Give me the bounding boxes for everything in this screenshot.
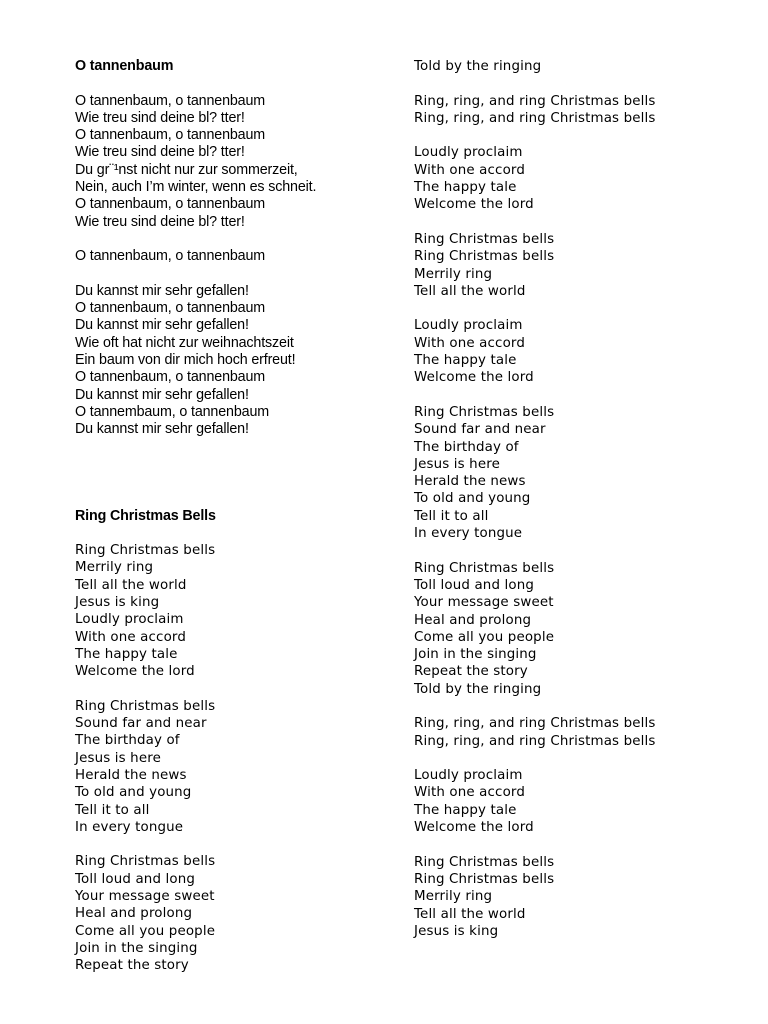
lyric-line: O tannembaum, o tannenbaum	[75, 403, 270, 420]
spacer	[75, 439, 395, 508]
lyric-line: The happy tale	[414, 353, 517, 369]
lyric-line: Merrily ring	[75, 560, 154, 576]
ring-christmas-bells-lyrics-right	[414, 58, 744, 940]
lyric-line: Heal and prolong	[75, 906, 193, 922]
lyric-line: Told by the ringing	[414, 59, 542, 74]
lyric-line: Tell all the world	[414, 283, 526, 299]
lyric-line: Wie treu sind deine bl? tter!	[75, 109, 245, 126]
lyric-line: Your message sweet	[414, 595, 554, 611]
stanza-spacer	[414, 214, 744, 231]
lyric-line: Wie treu sind deine bl? tter!	[75, 144, 245, 161]
lyric-line: Ring, ring, and ring Christmas bells	[414, 110, 656, 126]
stanza-spacer	[414, 300, 744, 317]
stanza	[414, 854, 744, 940]
lyric-line: Ring Christmas bells	[414, 854, 555, 870]
lyric-line: Loudly proclaim	[414, 145, 523, 161]
lyric-line: Join in the singing	[414, 647, 537, 663]
lyric-line: The happy tale	[414, 802, 517, 818]
lyric-line: O tannenbaum, o tannenbaum	[75, 369, 266, 386]
lyric-line: Merrily ring	[414, 889, 493, 905]
lyric-line: Ring Christmas bells	[414, 404, 555, 420]
stanza	[75, 698, 395, 836]
lyric-line: O tannenbaum, o tannenbaum	[75, 92, 266, 109]
lyric-line: To old and young	[414, 491, 531, 507]
o-tannenbaum-lyrics	[75, 93, 395, 439]
lyric-line: With one accord	[414, 335, 525, 351]
lyric-line: Wie treu sind deine bl? tter!	[75, 213, 245, 230]
lyric-line: O tannenbaum, o tannenbaum	[75, 300, 266, 317]
stanza-spacer	[75, 681, 395, 698]
lyric-line: With one accord	[414, 162, 525, 178]
stanza	[75, 542, 395, 680]
lyric-line: Tell it to all	[414, 508, 489, 524]
stanza-spacer	[414, 127, 744, 144]
lyric-line: Loudly proclaim	[414, 768, 523, 784]
song-title-o-tannenbaum: O tannenbaum	[75, 58, 174, 74]
stanza	[75, 248, 395, 265]
lyric-line: Du gr¨¹nst nicht nur zur sommerzeit,	[75, 161, 298, 178]
stanza-spacer	[75, 836, 395, 853]
stanza-spacer	[75, 266, 395, 283]
lyric-line: Toll loud and long	[75, 871, 195, 887]
stanza	[414, 767, 744, 836]
stanza	[414, 715, 744, 750]
lyric-line: Ring Christmas bells	[75, 698, 216, 714]
lyric-line: Nein, auch I’m winter, wenn es schneit.	[75, 179, 317, 196]
lyric-line: With one accord	[75, 629, 186, 645]
left-column	[75, 58, 395, 975]
lyric-line: Sound far and near	[414, 422, 546, 438]
lyric-line: Wie oft hat nicht zur weihnachtszeit	[75, 334, 294, 351]
lyric-line: Heal and prolong	[414, 612, 532, 628]
spacer	[75, 75, 395, 92]
stanza	[414, 560, 744, 698]
lyric-line: Jesus is here	[75, 750, 161, 766]
lyric-line: Tell all the world	[75, 577, 187, 593]
lyric-line: Loudly proclaim	[75, 612, 184, 628]
stanza-spacer	[414, 542, 744, 559]
lyric-line: Ring, ring, and ring Christmas bells	[414, 93, 656, 109]
lyric-line: Jesus is king	[75, 595, 160, 611]
lyric-line: Ring Christmas bells	[414, 249, 555, 265]
lyric-line: Told by the ringing	[414, 681, 542, 697]
lyric-line: Du kannst mir sehr gefallen!	[75, 282, 249, 299]
lyric-line: Repeat the story	[414, 664, 528, 680]
stanza-spacer	[414, 750, 744, 767]
lyric-line: Ring, ring, and ring Christmas bells	[414, 716, 656, 732]
stanza	[75, 283, 395, 439]
right-column	[414, 58, 744, 940]
stanza	[75, 853, 395, 974]
stanza	[414, 404, 744, 542]
lyric-line: To old and young	[75, 785, 192, 801]
lyric-line: O tannenbaum, o tannenbaum	[75, 248, 266, 265]
lyric-line: The happy tale	[75, 646, 178, 662]
lyric-line: Du kannst mir sehr gefallen!	[75, 421, 249, 438]
lyric-line: Ein baum von dir mich hoch erfreut!	[75, 352, 296, 369]
lyric-line: In every tongue	[75, 819, 184, 835]
stanza-spacer	[414, 836, 744, 853]
lyric-line: Herald the news	[414, 474, 526, 490]
lyric-line: Ring Christmas bells	[414, 560, 555, 576]
lyric-line: Welcome the lord	[75, 664, 195, 680]
lyric-line: The birthday of	[75, 733, 180, 749]
stanza	[414, 144, 744, 213]
lyric-line: Ring, ring, and ring Christmas bells	[414, 733, 656, 749]
stanza-spacer	[414, 75, 744, 92]
lyric-line: Welcome the lord	[414, 820, 534, 836]
spacer	[75, 525, 395, 542]
stanza	[75, 93, 395, 231]
lyric-line: Join in the singing	[75, 940, 198, 956]
stanza-spacer	[414, 387, 744, 404]
lyric-line: Sound far and near	[75, 716, 207, 732]
stanza	[414, 93, 744, 128]
lyric-line: Ring Christmas bells	[75, 543, 216, 559]
lyric-line: With one accord	[414, 785, 525, 801]
lyric-line: Du kannst mir sehr gefallen!	[75, 386, 249, 403]
lyric-line: Loudly proclaim	[414, 318, 523, 334]
song-title-ring-christmas-bells: Ring Christmas Bells	[75, 507, 216, 524]
lyric-line: Repeat the story	[75, 958, 189, 974]
lyric-line: Jesus is king	[414, 923, 499, 939]
stanza	[414, 231, 744, 300]
lyric-line: Tell all the world	[414, 906, 526, 922]
lyric-line: Ring Christmas bells	[75, 854, 216, 870]
lyric-line: O tannenbaum, o tannenbaum	[75, 196, 266, 213]
stanza-spacer	[75, 231, 395, 248]
lyric-line: Tell it to all	[75, 802, 150, 818]
lyric-line: O tannenbaum, o tannenbaum	[75, 127, 266, 144]
lyric-line: Jesus is here	[414, 456, 500, 472]
stanza	[414, 58, 744, 75]
lyric-line: Welcome the lord	[414, 197, 534, 213]
lyric-line: Come all you people	[414, 629, 555, 645]
lyric-line: Du kannst mir sehr gefallen!	[75, 317, 249, 334]
ring-christmas-bells-lyrics-left	[75, 542, 395, 974]
lyric-line: Merrily ring	[414, 266, 493, 282]
lyric-line: The birthday of	[414, 439, 519, 455]
lyric-line: Welcome the lord	[414, 370, 534, 386]
stanza-spacer	[414, 698, 744, 715]
lyric-line: Come all you people	[75, 923, 216, 939]
lyric-line: Ring Christmas bells	[414, 871, 555, 887]
stanza	[414, 317, 744, 386]
lyric-line: Toll loud and long	[414, 577, 534, 593]
lyric-line: The happy tale	[414, 180, 517, 196]
lyric-line: Your message sweet	[75, 889, 215, 905]
lyric-line: Herald the news	[75, 767, 187, 783]
lyric-line: In every tongue	[414, 526, 523, 542]
lyric-line: Ring Christmas bells	[414, 231, 555, 247]
